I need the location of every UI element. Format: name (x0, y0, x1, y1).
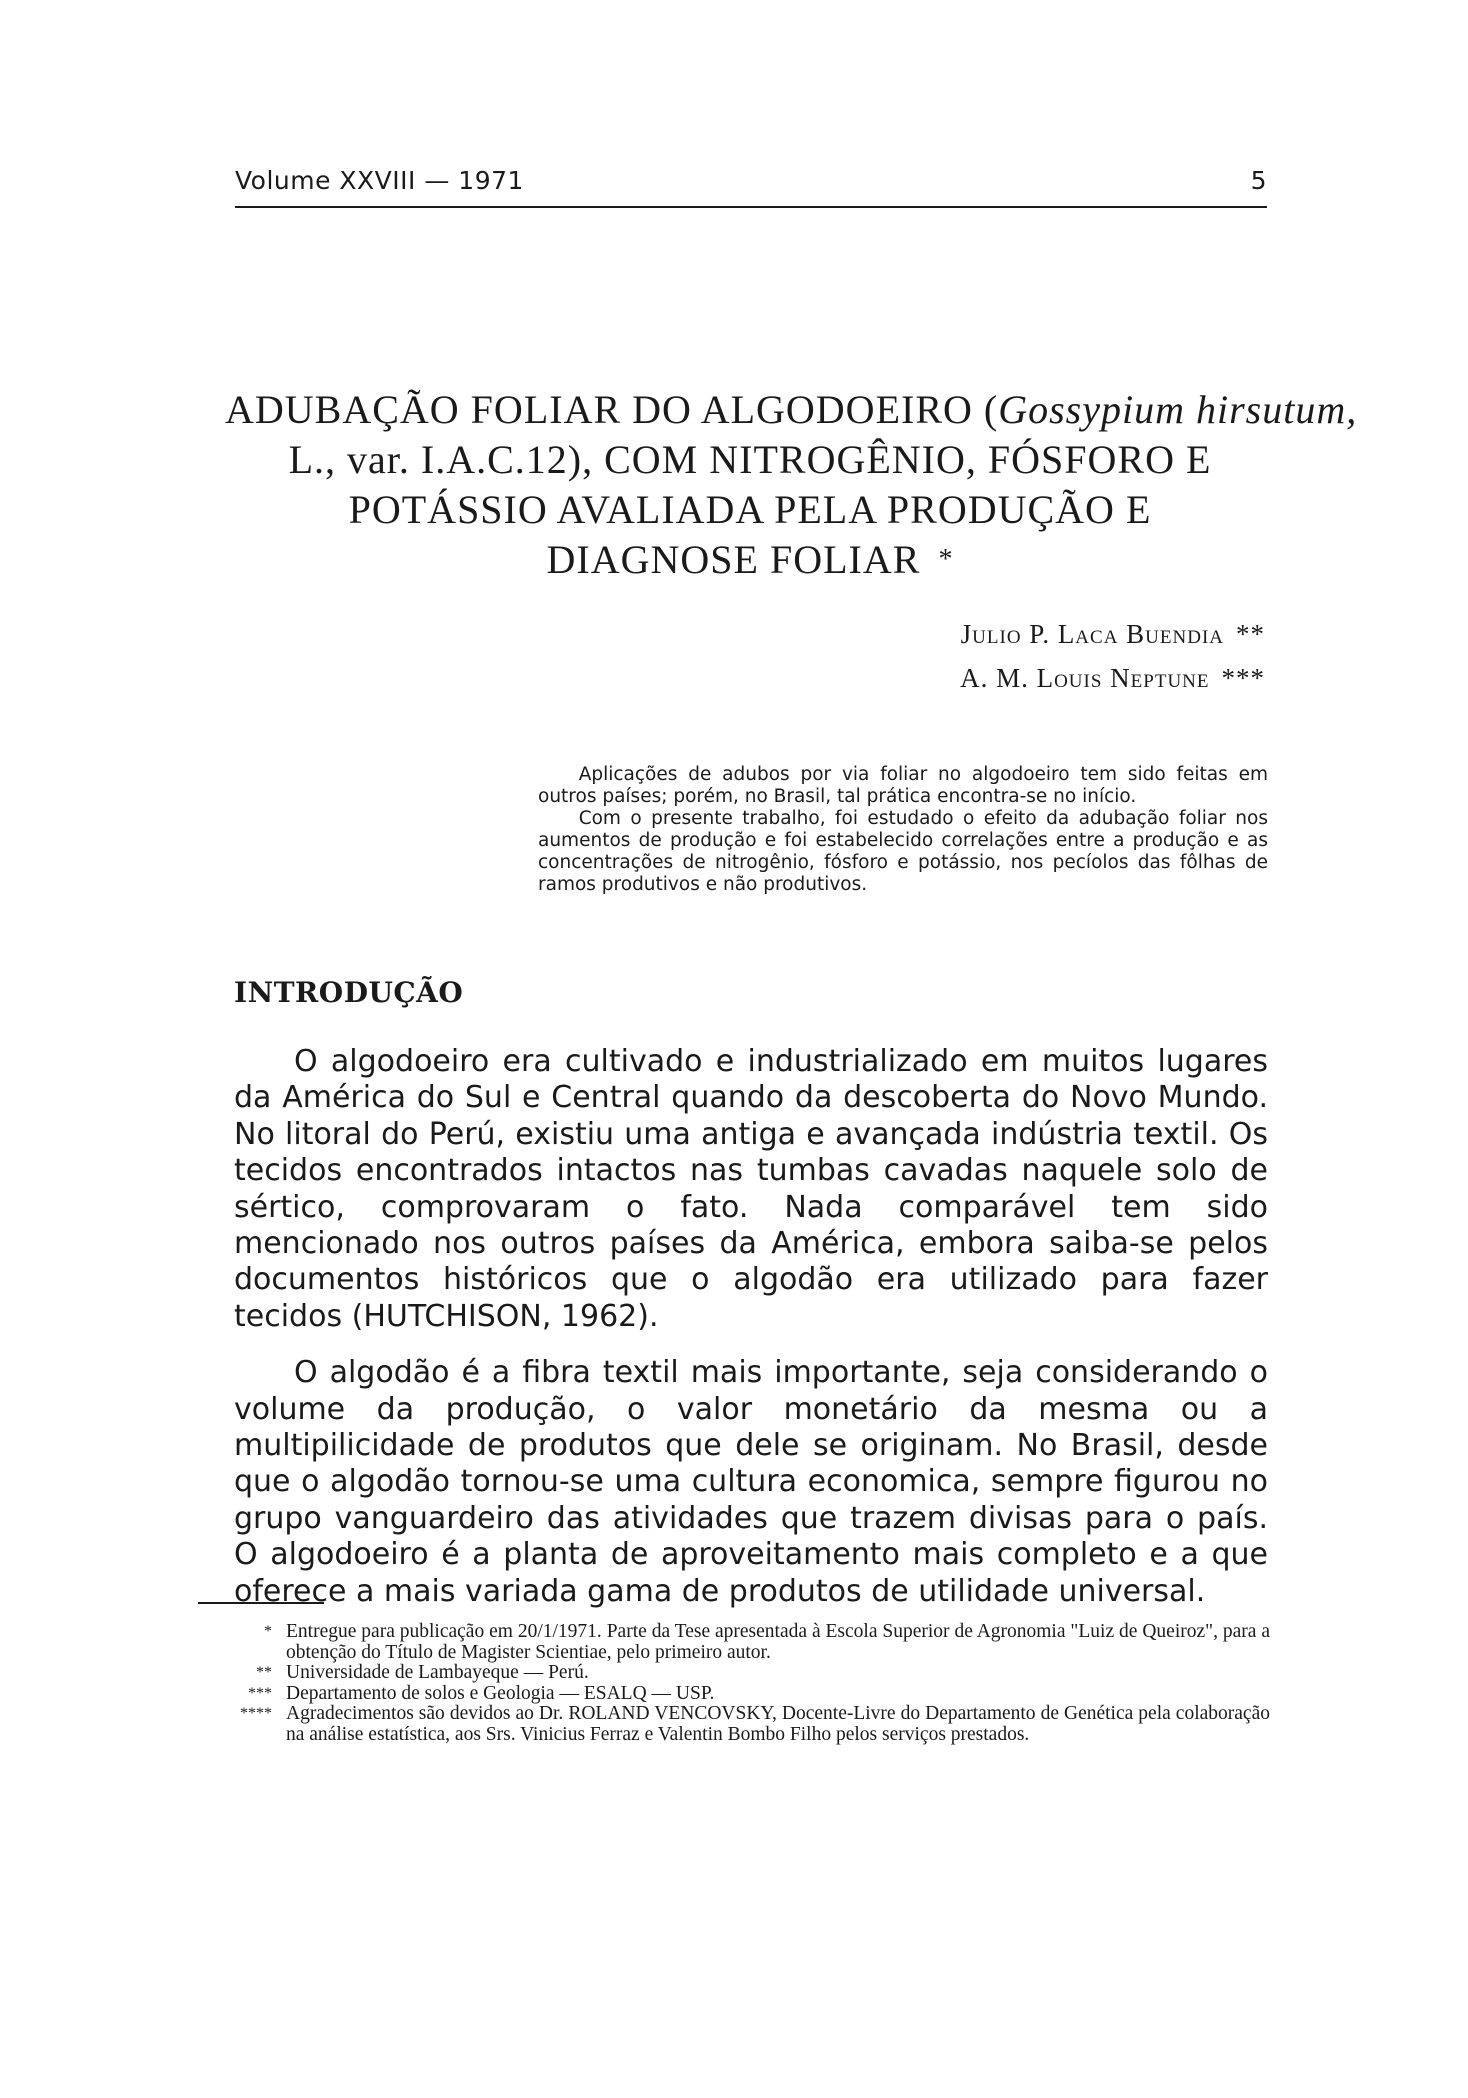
title-footnote-mark: * (938, 544, 954, 575)
title-line-3: POTÁSSIO AVALIADA PELA PRODUÇÃO E (348, 487, 1152, 532)
footnote-4 (230, 1704, 1270, 1745)
title-line-4-text: DIAGNOSE FOLIAR (546, 537, 921, 582)
running-header (235, 166, 1267, 208)
section-heading-introducao: INTRODUÇÃO (234, 976, 464, 1009)
footnote-1-text: Entregue para publicação em 20/1/1971. Parte da Tese apresentada à Escola Superior de Agronomia "Luiz de Queiroz", para a obtenção do Título de Magister Scientiae, pelo primeiro autor. (286, 1621, 1270, 1663)
footnote-1 (230, 1622, 1270, 1663)
footnote-2 (230, 1663, 1270, 1684)
footnotes (230, 1622, 1270, 1745)
author-2-name: A. M. Louis Neptune (960, 663, 1210, 693)
title-species-name: Gossypium hirsutum, (998, 387, 1358, 432)
author-2-mark: *** (1221, 663, 1265, 693)
title-line-1-text: ADUBAÇÃO FOLIAR DO ALGODOEIRO ( (225, 387, 999, 432)
body-paragraph-2: O algodão é a fibra textil mais importante, seja considerando o volume da produção, o valor monetário da mesma ou a multipilicidade de produtos que dele se originam. No Brasil, desde que o algodão tornou-se uma cultura economica, sempre figurou no grupo vanguardeiro das atividades que trazem divisas para o país. O algodoeiro é a planta de aproveitamento mais completo e a que oferece a mais variada gama de produtos de utilidade universal. (234, 1355, 1268, 1609)
volume-label: Volume XXVIII — 1971 (235, 166, 524, 195)
footnote-2-mark: ** (256, 1664, 272, 1681)
page-number: 5 (1250, 166, 1267, 195)
author-2 (960, 656, 1265, 700)
footnote-separator (198, 1602, 324, 1604)
author-1-mark: ** (1236, 619, 1265, 649)
abstract (538, 764, 1268, 896)
author-1-name: Julio P. Laca Buendia (960, 619, 1224, 649)
introduction-body (234, 1044, 1268, 1630)
title-line-1 (225, 385, 1358, 435)
title-line-2: L., var. I.A.C.12), COM NITROGÊNIO, FÓSFORO E (288, 437, 1212, 482)
footnote-3-text: Departamento de solos e Geologia — ESALQ — USP. (286, 1682, 715, 1704)
footnote-4-text: Agradecimentos são devidos ao Dr. ROLAND VENCOVSKY, Docente-Livre do Departamento de Genética pela colaboração na análise estatística, aos Srs. Vinicius Ferraz e Valentin Bombo Filho pelos serviços prestados. (286, 1703, 1270, 1745)
author-1 (960, 612, 1265, 656)
title-line-4 (225, 535, 1275, 585)
abstract-paragraph-2: Com o presente trabalho, foi estudado o efeito da adubação foliar nos aumentos de produção e foi estabelecido correlações entre a produção e as concentrações de nitrogênio, fósforo e potássio, nos pecíolos das fôlhas de ramos produtivos e não produtivos. (538, 808, 1268, 895)
footnote-3 (230, 1684, 1270, 1705)
footnote-4-mark: **** (240, 1705, 272, 1722)
footnote-3-mark: *** (248, 1684, 272, 1702)
footnote-2-text: Universidade de Lambayeque — Perú. (286, 1662, 589, 1683)
abstract-paragraph-1: Aplicações de adubos por via foliar no algodoeiro tem sido feitas em outros países; porém, no Brasil, tal prática encontra-se no início. (538, 764, 1268, 807)
author-list (960, 612, 1265, 700)
article-title (225, 385, 1358, 585)
footnote-1-mark: * (264, 1623, 272, 1640)
body-paragraph-1: O algodoeiro era cultivado e industrializado em muitos lugares da América do Sul e Central quando da descoberta do Novo Mundo. No litoral do Perú, existiu uma antiga e avançada indústria textil. Os tecidos encontrados intactos nas tumbas cavadas naquele solo de sértico, comprovaram o fato. Nada comparável tem sido mencionado nos outros países da América, embora saiba-se pelos documentos históricos que o algodão era utilizado para fazer tecidos (HUTCHISON, 1962). (234, 1044, 1268, 1334)
